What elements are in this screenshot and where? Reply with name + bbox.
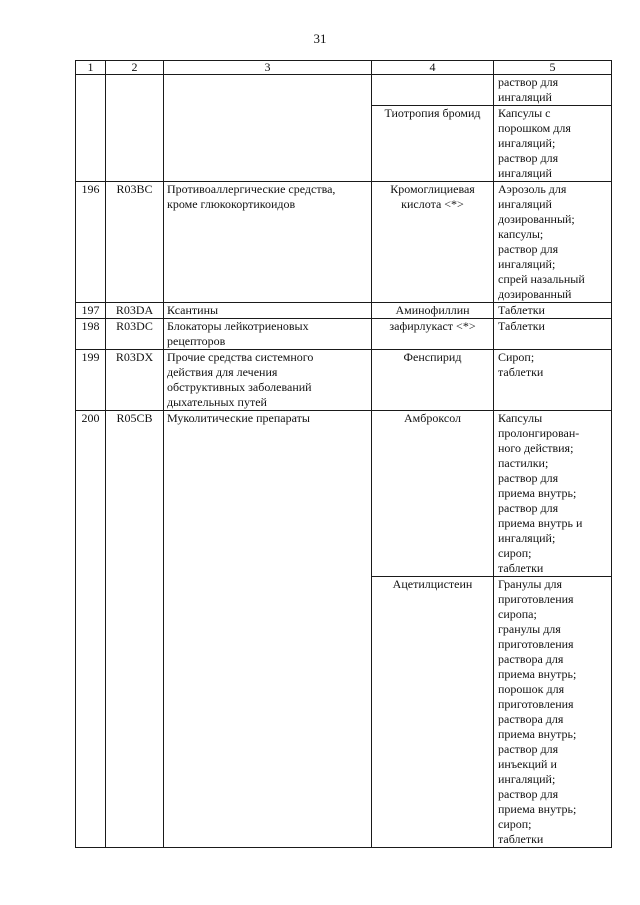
header-cell: 1	[76, 61, 106, 75]
table-row	[76, 182, 612, 303]
header-cell: 4	[372, 61, 494, 75]
pharm-group: Ксантины	[164, 303, 372, 319]
row-number: 200	[76, 411, 106, 848]
header-cell: 2	[106, 61, 164, 75]
inn-name: зафирлукаст <*>	[372, 319, 494, 350]
page-number: 31	[313, 31, 327, 46]
inn-name: Кромоглициевая кислота <*>	[372, 182, 494, 303]
pharm-group: Противоаллергические средства, кроме глюкокортикоидов	[164, 182, 372, 303]
table-row	[76, 350, 612, 411]
dosage-forms: Капсулы пролонгирован- ного действия; пастилки; раствор для приема внутрь; раствор для приема внутрь и ингаляций; сироп; таблетки	[494, 411, 612, 577]
atc-code: R05CB	[106, 411, 164, 848]
pharm-group: Прочие средства системного действия для лечения обструктивных заболеваний дыхательных путей	[164, 350, 372, 411]
inn-name: Ацетилцистеин	[372, 577, 494, 848]
table-header-row	[76, 61, 612, 75]
row-number: 198	[76, 319, 106, 350]
atc-code: R03DX	[106, 350, 164, 411]
table-row	[76, 303, 612, 319]
row-number	[76, 75, 106, 182]
atc-code: R03DC	[106, 319, 164, 350]
dosage-forms: Таблетки	[494, 319, 612, 350]
atc-code: R03BC	[106, 182, 164, 303]
inn-name: Фенспирид	[372, 350, 494, 411]
row-number: 197	[76, 303, 106, 319]
dosage-forms: Таблетки	[494, 303, 612, 319]
inn-name: Амброксол	[372, 411, 494, 577]
row-number: 199	[76, 350, 106, 411]
inn-name: Аминофиллин	[372, 303, 494, 319]
header-cell: 3	[164, 61, 372, 75]
table-row	[76, 411, 612, 577]
dosage-forms: Сироп; таблетки	[494, 350, 612, 411]
dosage-forms: Аэрозоль для ингаляций дозированный; капсулы; раствор для ингаляций; спрей назальный дозированный	[494, 182, 612, 303]
drug-table	[75, 60, 612, 848]
pharm-group: Блокаторы лейкотриеновых рецепторов	[164, 319, 372, 350]
dosage-forms: раствор для ингаляций	[494, 75, 612, 106]
header-cell: 5	[494, 61, 612, 75]
table-row	[76, 75, 612, 106]
atc-code	[106, 75, 164, 182]
atc-code: R03DA	[106, 303, 164, 319]
pharm-group	[164, 75, 372, 182]
pharm-group: Муколитические препараты	[164, 411, 372, 848]
dosage-forms: Гранулы для приготовления сиропа; гранулы для приготовления раствора для приема внутрь; порошок для приготовления раствора для приема внутрь; раствор для инъекций и ингаляций; раствор для приема внутрь; сироп; таблетки	[494, 577, 612, 848]
dosage-forms: Капсулы с порошком для ингаляций; раствор для ингаляций	[494, 106, 612, 182]
table-row	[76, 319, 612, 350]
row-number: 196	[76, 182, 106, 303]
inn-name	[372, 75, 494, 106]
inn-name: Тиотропия бромид	[372, 106, 494, 182]
